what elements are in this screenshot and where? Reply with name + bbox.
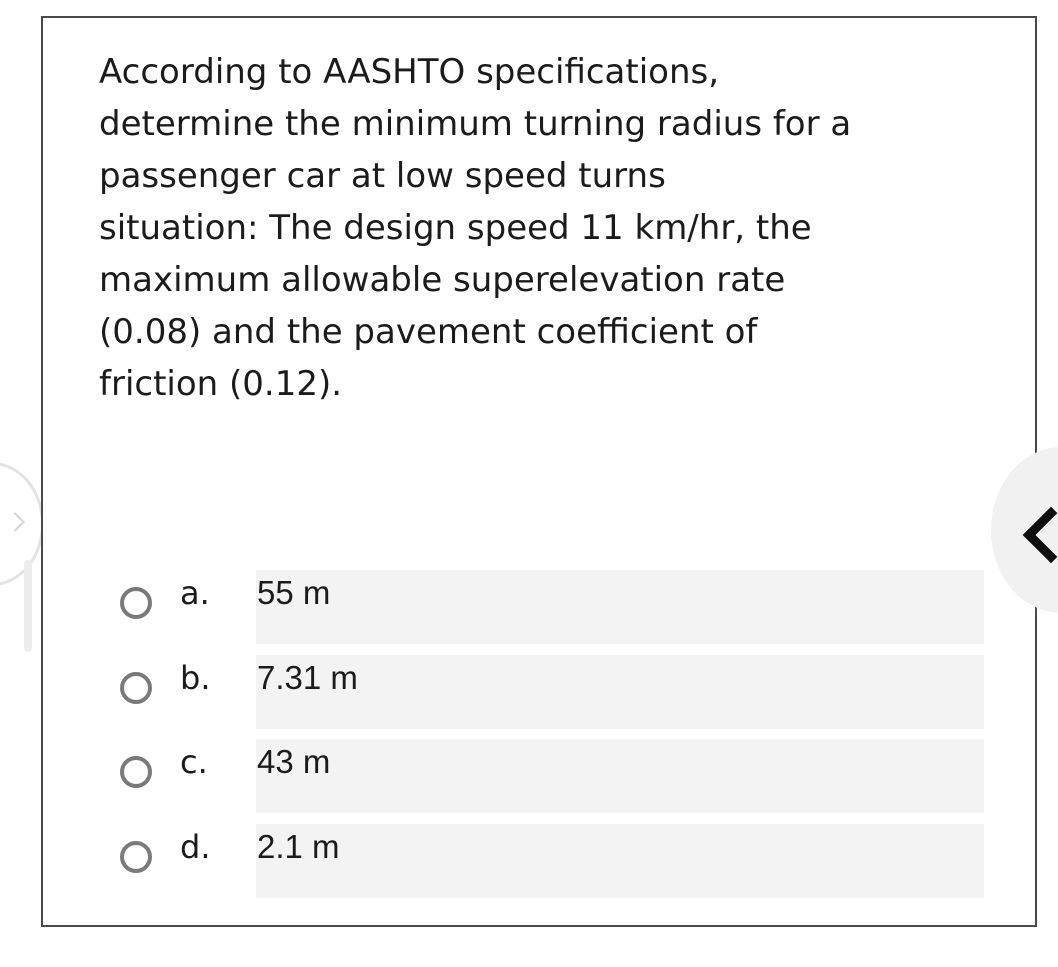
answer-option-a[interactable]: [43, 573, 1035, 647]
scroll-indicator: [24, 560, 32, 652]
question-line: determine the minimum turning radius for a: [99, 104, 852, 144]
answer-text: 55 m: [257, 574, 331, 611]
answer-option-c[interactable]: [43, 742, 1035, 816]
radio-button-a[interactable]: [120, 587, 152, 619]
radio-button-b[interactable]: [120, 672, 152, 704]
answer-letter: d.: [180, 828, 211, 866]
answer-letter: c.: [180, 743, 208, 781]
answer-box-d[interactable]: [256, 824, 984, 898]
answer-text: 43 m: [257, 743, 331, 780]
question-card: [41, 16, 1037, 927]
answer-option-d[interactable]: [43, 827, 1035, 901]
answer-list: [43, 18, 1035, 925]
question-line: situation: The design speed 11 km/hr, the: [99, 208, 812, 248]
question-line: passenger car at low speed turns: [99, 156, 666, 196]
answer-box-b[interactable]: [256, 655, 984, 729]
radio-button-d[interactable]: [120, 841, 152, 873]
question-line: According to AASHTO specifications,: [99, 52, 720, 92]
answer-text: 7.31 m: [257, 659, 358, 696]
question-line: (0.08) and the pavement coefficient of: [99, 312, 758, 352]
question-line: friction (0.12).: [99, 364, 343, 404]
answer-letter: b.: [180, 659, 211, 697]
question-line: maximum allowable superelevation rate: [99, 260, 786, 300]
answer-box-c[interactable]: [256, 739, 984, 813]
answer-option-b[interactable]: [43, 658, 1035, 732]
radio-button-c[interactable]: [120, 756, 152, 788]
answer-box-a[interactable]: [256, 570, 984, 644]
answer-text: 2.1 m: [257, 828, 340, 865]
answer-letter: a.: [180, 574, 210, 612]
